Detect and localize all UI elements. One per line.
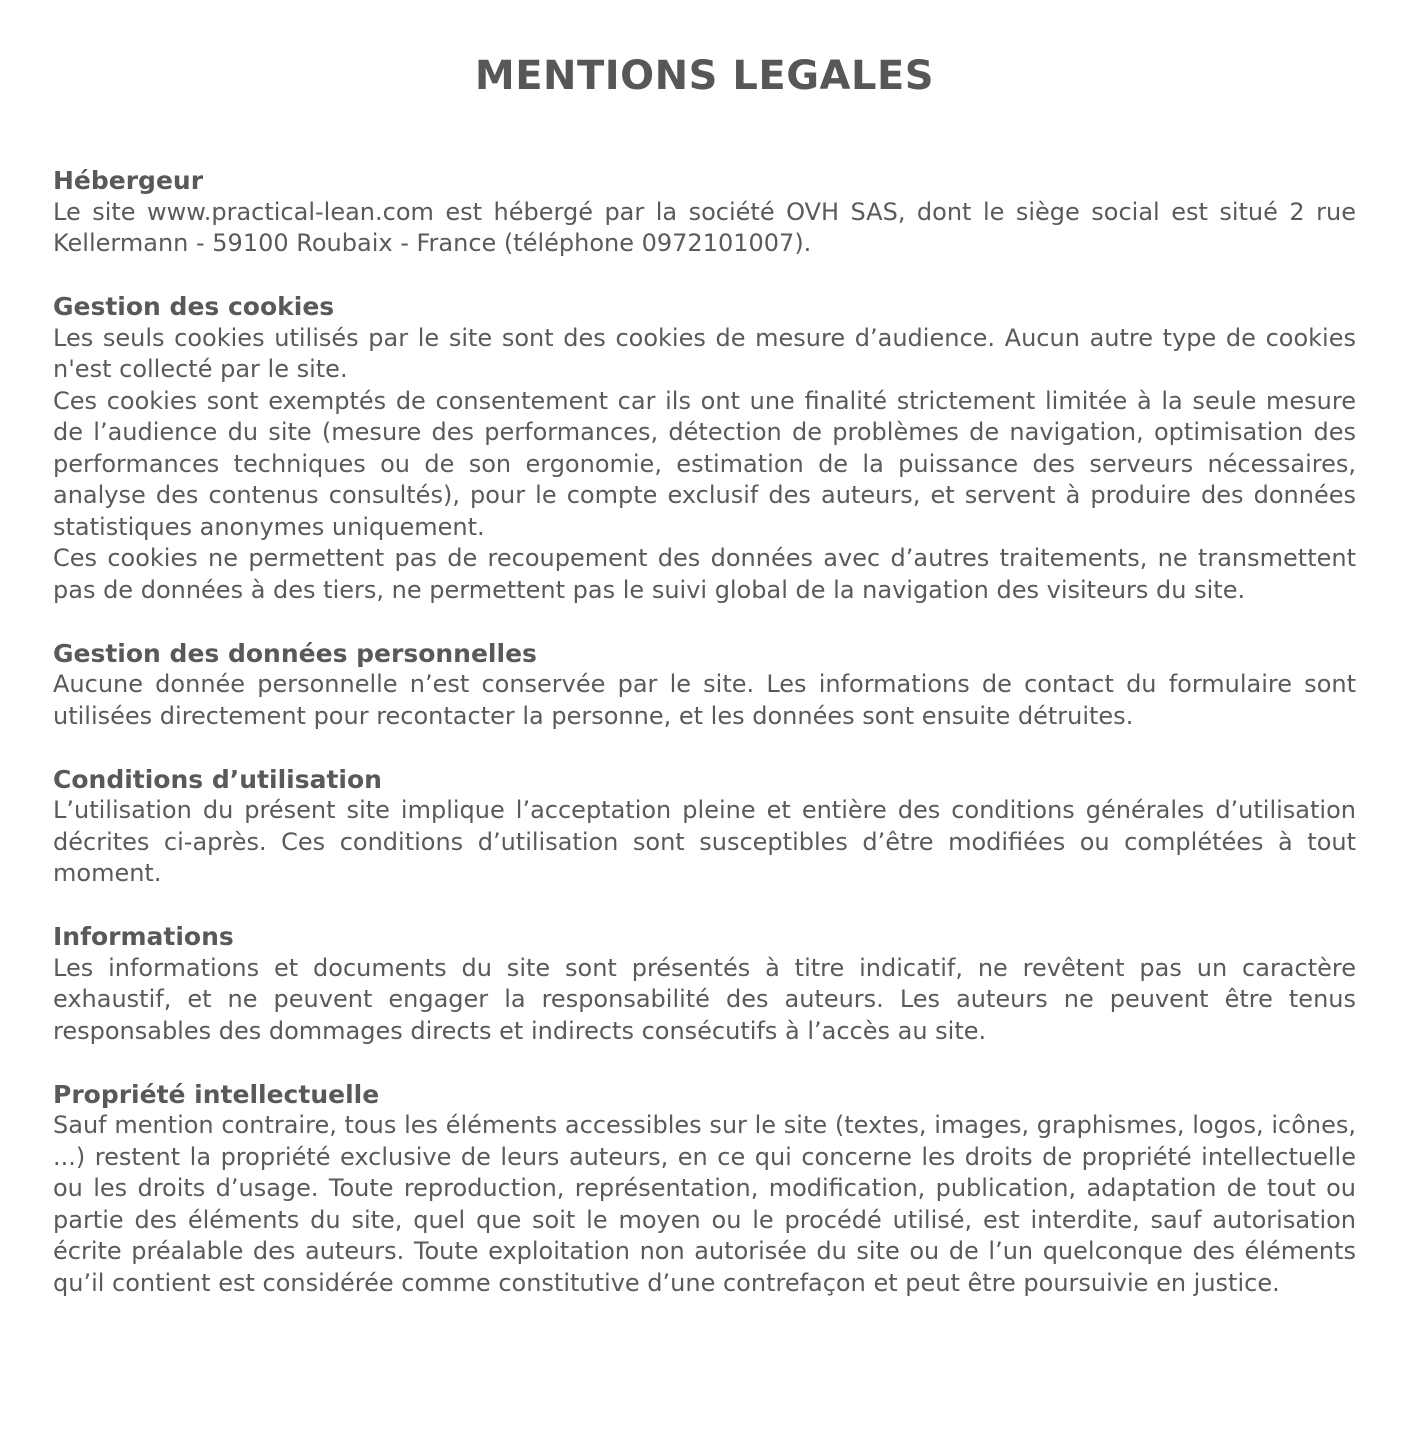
section-information (53, 921, 1356, 1047)
section-hosting (53, 165, 1356, 260)
section-paragraph: Les seuls cookies utilisés par le site sont des cookies de mesure d’audience. Aucun autre type de cookies n'est collecté par le site. (53, 323, 1356, 383)
section-heading-terms-of-use: Conditions d’utilisation (53, 764, 382, 794)
section-paragraph: Ces cookies sont exemptés de consentement car ils ont une finalité strictement limitée à la seule mesure de l’audience du site (mesure des performances, détection de problèmes de navigation, optimisation des performances techniques ou de son ergonomie, estimation de la puissance des serveurs nécessaires, analyse des contenus consultés), pour le compte exclusif des auteurs, et servent à produire des données statistiques anonymes uniquement. (53, 386, 1356, 541)
section-paragraph: Le site www.practical-lean.com est hébergé par la société OVH SAS, dont le siège social est situé 2 rue Kellermann - 59100 Roubaix - France (téléphone 0972101007). (53, 197, 1356, 257)
section-paragraph: Aucune donnée personnelle n’est conservée par le site. Les informations de contact du formulaire sont utilisées directement pour recontacter la personne, et les données sont ensuite détruites. (53, 670, 1356, 730)
section-heading-hosting: Hébergeur (53, 166, 204, 195)
section-terms-of-use (53, 764, 1356, 890)
section-paragraph: L’utilisation du présent site implique l’acceptation pleine et entière des conditions générales d’utilisation décrites ci-après. Ces conditions d’utilisation sont susceptibles d’être modifiées ou complétées à tout moment. (53, 796, 1356, 887)
section-heading-intellectual-property: Propriété intellectuelle (53, 1079, 380, 1109)
section-heading-personal-data: Gestion des données personnelles (53, 638, 537, 668)
section-heading-cookies: Gestion des cookies (53, 292, 335, 321)
section-paragraph: Les informations et documents du site sont présentés à titre indicatif, ne revêtent pas un caractère exhaustif, et ne peuvent engager la responsabilité des auteurs. Les auteurs ne peuvent être tenus responsables des dommages directs et indirects consécutifs à l’accès au site. (53, 953, 1356, 1045)
section-personal-data (53, 638, 1356, 733)
section-intellectual-property (53, 1079, 1356, 1300)
section-heading-information: Informations (53, 922, 234, 951)
section-paragraph: Sauf mention contraire, tous les éléments accessibles sur le site (textes, images, graphismes, logos, icônes, ...) restent la propriété exclusive de leurs auteurs, en ce qui concerne les droits de propriété intellectuelle ou les droits d’usage. Toute reproduction, représentation, modification, publication, adaptation de tout ou partie des éléments du site, quel que soit le moyen ou le procédé utilisé, est interdite, sauf autorisation écrite préalable des auteurs. Toute exploitation non autorisée du site ou de l’un quelconque des éléments qu’il contient est considérée comme constitutive d’une contrefaçon et peut être poursuivie en justice. (53, 1111, 1356, 1297)
section-paragraph: Ces cookies ne permettent pas de recoupement des données avec d’autres traitements, ne transmettent pas de données à des tiers, ne permettent pas le suivi global de la navigation des visiteurs du site. (53, 544, 1356, 604)
page-title: MENTIONS LEGALES (474, 53, 935, 99)
section-cookies (53, 291, 1356, 606)
legal-sections (53, 165, 1356, 1299)
